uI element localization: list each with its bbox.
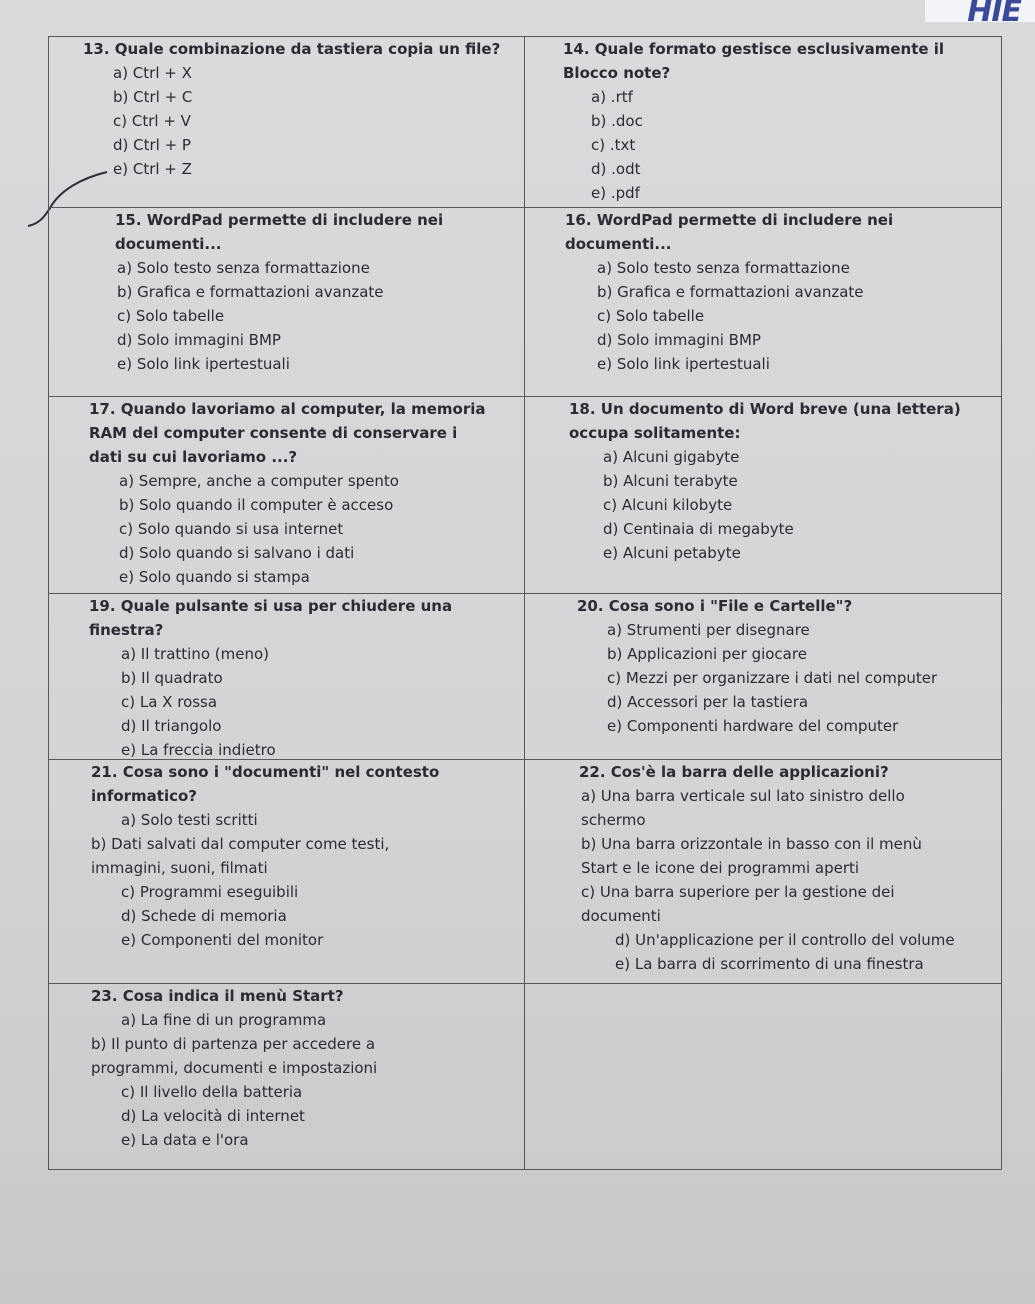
question-19 [49, 594, 525, 759]
question-prompt: 16. WordPad permette di includere nei documenti... [565, 211, 894, 253]
option-a: a) Una barra verticale sul lato sinistro dello schermo [581, 787, 905, 829]
option-e: e) Solo link ipertestuali [117, 355, 290, 373]
question-prompt: 19. Quale pulsante si usa per chiudere una finestra? [89, 597, 453, 639]
option-a: a) Alcuni gigabyte [603, 448, 740, 466]
option-c: c) .txt [591, 136, 636, 154]
option-c: c) Programmi eseguibili [121, 883, 299, 901]
corner-label: HIE [967, 0, 1021, 29]
option-a: a) Solo testo senza formattazione [117, 259, 370, 277]
question-table [48, 36, 1002, 1170]
question-20 [525, 594, 1001, 759]
option-c: c) Solo tabelle [597, 307, 705, 325]
question-14 [525, 37, 1001, 207]
option-b: b) Solo quando il computer è acceso [119, 496, 394, 514]
option-d: d) Il triangolo [121, 717, 222, 735]
question-prompt: 22. Cos'è la barra delle applicazioni? [579, 763, 889, 781]
option-c: c) Il livello della batteria [121, 1083, 303, 1101]
option-b: b) Il punto di partenza per accedere a programmi, documenti e impostazioni [91, 1035, 378, 1077]
question-18 [525, 397, 1001, 593]
option-e: e) Solo quando si stampa [119, 568, 310, 586]
option-d: d) Schede di memoria [121, 907, 287, 925]
option-d: d) Accessori per la tastiera [607, 693, 809, 711]
option-a: a) Sempre, anche a computer spento [119, 472, 399, 490]
question-prompt: 17. Quando lavoriamo al computer, la memoria RAM del computer consente di conservare i dati su cui lavoriamo ...? [89, 400, 486, 466]
option-c: c) Solo tabelle [117, 307, 225, 325]
corner-label-strip [925, 0, 1035, 29]
option-d: d) Solo immagini BMP [117, 331, 281, 349]
option-b: b) Applicazioni per giocare [607, 645, 807, 663]
question-17 [49, 397, 525, 593]
question-21 [49, 760, 525, 983]
option-b: b) Il quadrato [121, 669, 223, 687]
question-prompt: 15. WordPad permette di includere nei documenti... [115, 211, 444, 253]
option-c: c) Alcuni kilobyte [603, 496, 733, 514]
option-e: e) Ctrl + Z [113, 160, 192, 178]
option-d: d) Centinaia di megabyte [603, 520, 794, 538]
option-c: c) La X rossa [121, 693, 218, 711]
option-a: a) Ctrl + X [113, 64, 192, 82]
option-d: d) La velocità di internet [121, 1107, 305, 1125]
question-22 [525, 760, 1001, 983]
option-e: e) La freccia indietro [121, 741, 276, 759]
option-b: b) Una barra orizzontale in basso con il menù Start e le icone dei programmi aperti [581, 835, 922, 877]
option-e: e) Componenti del monitor [121, 931, 324, 949]
option-c: c) Mezzi per organizzare i dati nel computer [607, 669, 938, 687]
option-e: e) .pdf [591, 184, 640, 202]
question-prompt: 14. Quale formato gestisce esclusivamente il Blocco note? [563, 40, 945, 82]
empty-cell [525, 984, 1001, 1169]
option-d: d) Ctrl + P [113, 136, 191, 154]
option-b: b) Grafica e formattazioni avanzate [117, 283, 384, 301]
option-d: d) Un'applicazione per il controllo del volume [615, 931, 955, 949]
option-d: d) .odt [591, 160, 641, 178]
option-a: a) Solo testo senza formattazione [597, 259, 850, 277]
question-13 [49, 37, 525, 207]
option-b: b) Dati salvati dal computer come testi, immagini, suoni, filmati [91, 835, 390, 877]
option-a: a) Il trattino (meno) [121, 645, 270, 663]
question-prompt: 20. Cosa sono i "File e Cartelle"? [577, 597, 853, 615]
question-prompt: 18. Un documento di Word breve (una lettera) occupa solitamente: [569, 400, 961, 442]
table-row [49, 760, 1001, 984]
question-prompt: 13. Quale combinazione da tastiera copia un file? [83, 40, 501, 58]
option-c: c) Ctrl + V [113, 112, 191, 130]
question-16 [525, 208, 1001, 396]
table-row [49, 984, 1001, 1169]
option-a: a) Solo testi scritti [121, 811, 258, 829]
option-c: c) Una barra superiore per la gestione dei documenti [581, 883, 895, 925]
option-c: c) Solo quando si usa internet [119, 520, 344, 538]
option-a: a) La fine di un programma [121, 1011, 327, 1029]
option-e: e) Alcuni petabyte [603, 544, 741, 562]
question-prompt: 21. Cosa sono i "documenti" nel contesto informatico? [91, 763, 440, 805]
table-row [49, 208, 1001, 397]
table-row [49, 397, 1001, 594]
option-a: a) .rtf [591, 88, 633, 106]
option-b: b) Grafica e formattazioni avanzate [597, 283, 864, 301]
question-23 [49, 984, 525, 1169]
option-e: e) La data e l'ora [121, 1131, 249, 1149]
option-e: e) Componenti hardware del computer [607, 717, 899, 735]
question-prompt: 23. Cosa indica il menù Start? [91, 987, 344, 1005]
option-b: b) Alcuni terabyte [603, 472, 738, 490]
option-b: b) Ctrl + C [113, 88, 193, 106]
question-15 [49, 208, 525, 396]
option-d: d) Solo immagini BMP [597, 331, 761, 349]
option-b: b) .doc [591, 112, 643, 130]
option-e: e) La barra di scorrimento di una finestra [615, 955, 924, 973]
table-row [49, 37, 1001, 208]
option-e: e) Solo link ipertestuali [597, 355, 770, 373]
option-a: a) Strumenti per disegnare [607, 621, 810, 639]
table-row [49, 594, 1001, 760]
option-d: d) Solo quando si salvano i dati [119, 544, 355, 562]
